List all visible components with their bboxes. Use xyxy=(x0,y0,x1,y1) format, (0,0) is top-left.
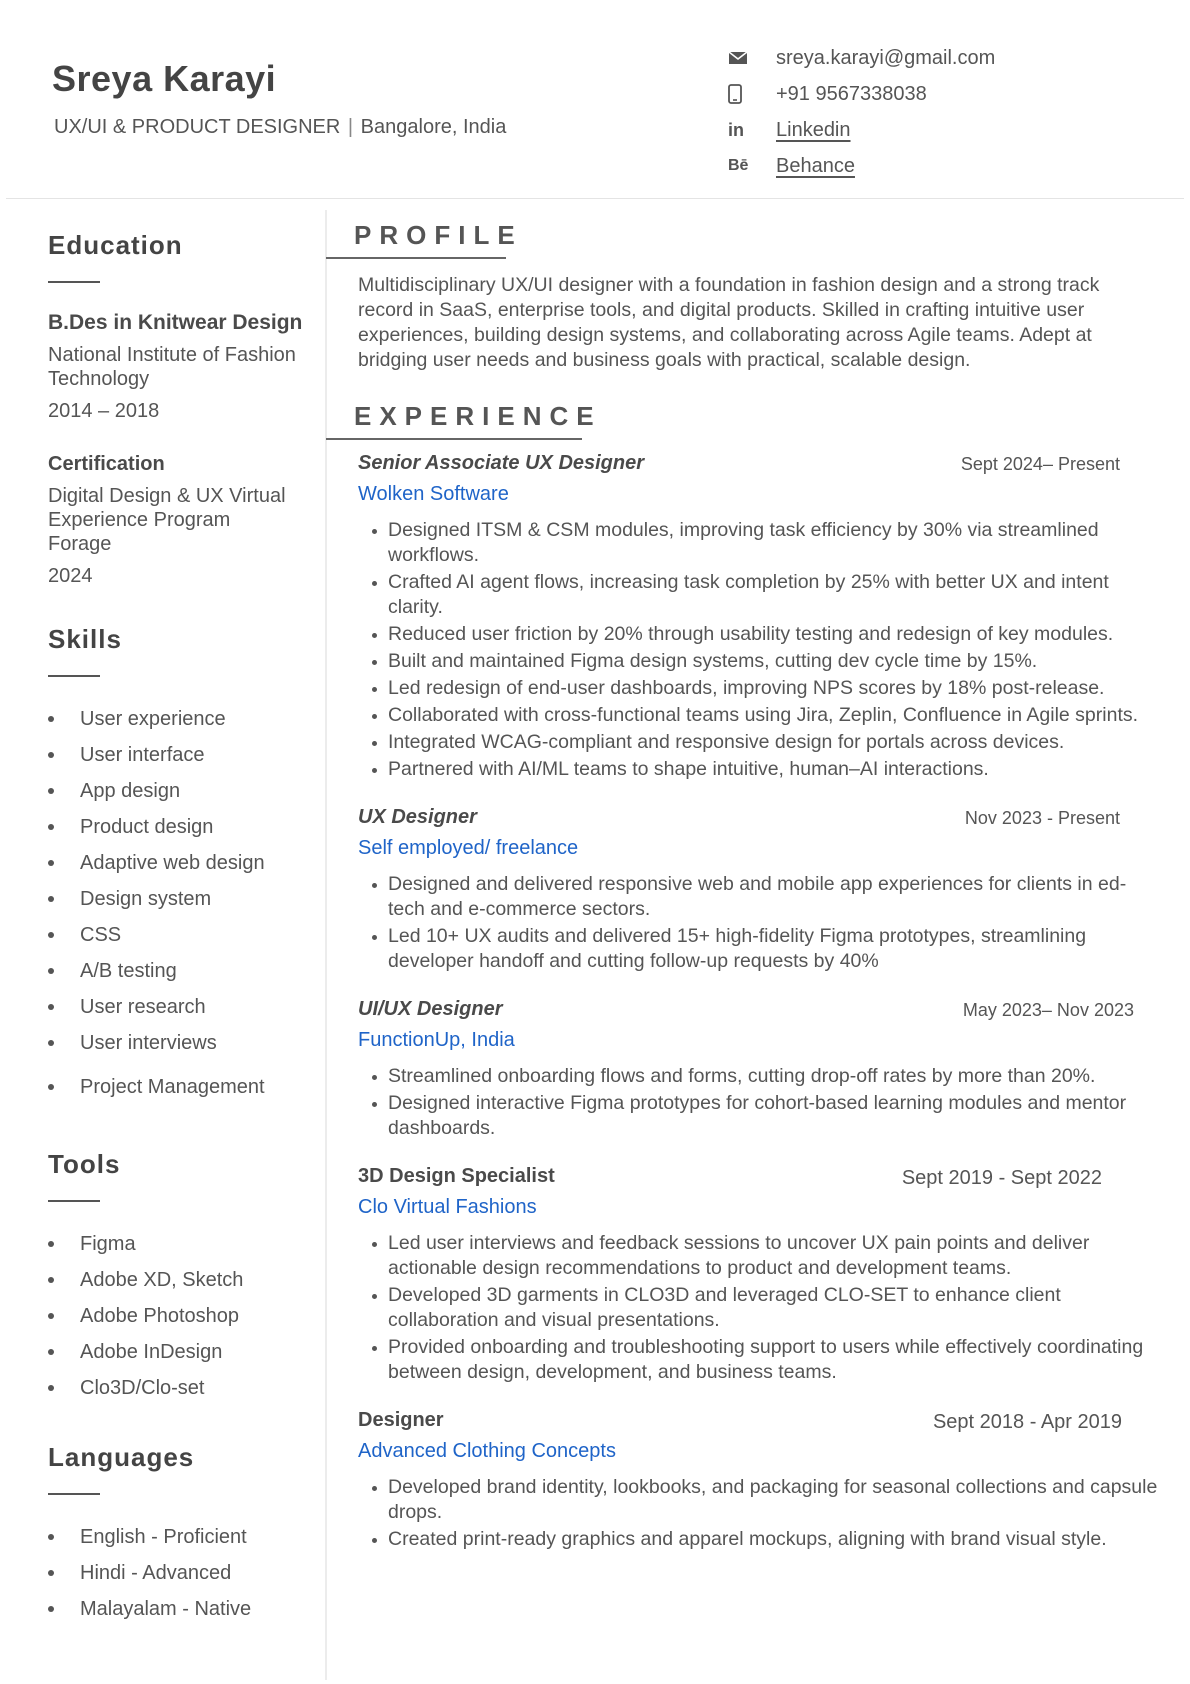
profile-summary: Multidisciplinary UX/UI designer with a foundation in fashion design and a strong track record in SaaS, enterprise tools, and digital products. Skilled in crafting intuitive user experiences, building design systems, and collaborating across Agile teams. Adept at bridging user needs and business goals with practical, scalable design. xyxy=(358,274,1100,371)
list-item: Designed and delivered responsive web and mobile app experiences for clients in ed-tech and e-commerce sectors. xyxy=(358,872,1166,922)
experience-heading-block xyxy=(326,401,602,440)
experience-item xyxy=(326,1409,1166,1552)
email-text[interactable]: sreya.karayi@gmail.com xyxy=(776,46,996,69)
certification-name: Digital Design & UX Virtual Experience Program xyxy=(48,485,286,531)
left-column xyxy=(48,230,320,1627)
profile-heading-block xyxy=(326,220,523,259)
company-name: FunctionUp, India xyxy=(358,1029,515,1051)
list-item: Malayalam - Native xyxy=(48,1591,320,1627)
list-item: Figma xyxy=(48,1226,320,1262)
languages-underline xyxy=(48,1493,100,1495)
list-item: CSS xyxy=(48,917,320,953)
list-item: Designed ITSM & CSM modules, improving task efficiency by 30% via streamlined workflows. xyxy=(358,518,1166,568)
job-title: Senior Associate UX Designer xyxy=(358,452,645,474)
tools-heading: Tools xyxy=(48,1149,121,1179)
experience-heading: EXPERIENCE xyxy=(354,401,602,431)
skills-heading: Skills xyxy=(48,624,122,654)
list-item: Partnered with AI/ML teams to shape intuitive, human–AI interactions. xyxy=(358,757,1166,782)
certification-org: Forage xyxy=(48,533,112,555)
role-text: UX/UI & PRODUCT DESIGNER xyxy=(54,116,341,138)
languages-list xyxy=(48,1519,320,1627)
profile-heading: PROFILE xyxy=(354,220,523,250)
experience-item xyxy=(326,1165,1166,1385)
certification-year: 2024 xyxy=(48,565,93,587)
skills-underline xyxy=(48,675,100,677)
languages-heading: Languages xyxy=(48,1442,195,1472)
education-years: 2014 – 2018 xyxy=(48,400,160,422)
institute-name: National Institute of Fashion Technology xyxy=(48,344,296,390)
phone-text[interactable]: +91 9567338038 xyxy=(776,82,927,105)
list-item: Hindi - Advanced xyxy=(48,1555,320,1591)
tools-list xyxy=(48,1226,320,1406)
job-title: UI/UX Designer xyxy=(358,998,503,1020)
list-item: User research xyxy=(48,989,320,1025)
job-title: 3D Design Specialist xyxy=(358,1165,555,1187)
list-item: Adobe Photoshop xyxy=(48,1298,320,1334)
list-item: Led 10+ UX audits and delivered 15+ high-fidelity Figma prototypes, streamlining developer handoff and cutting follow-up requests by 40% xyxy=(358,924,1166,974)
list-item: Led user interviews and feedback sessions to uncover UX pain points and deliver actionable design recommendations to product and development teams. xyxy=(358,1231,1166,1281)
candidate-subtitle xyxy=(54,116,506,139)
linkedin-link[interactable]: Linkedin xyxy=(776,118,851,141)
list-item: Adobe XD, Sketch xyxy=(48,1262,320,1298)
contact-list xyxy=(728,40,995,184)
linkedin-icon: in xyxy=(728,119,744,140)
job-points xyxy=(358,1231,1166,1385)
job-dates: Sept 2019 - Sept 2022 xyxy=(901,1167,1102,1189)
contact-linkedin xyxy=(728,112,995,148)
job-dates: Sept 2024– Present xyxy=(960,454,1120,474)
job-points xyxy=(358,518,1166,782)
list-item: Clo3D/Clo-set xyxy=(48,1370,320,1406)
list-item: Design system xyxy=(48,881,320,917)
company-name: Self employed/ freelance xyxy=(358,837,579,859)
experience-item xyxy=(326,806,1166,974)
list-item: Adobe InDesign xyxy=(48,1334,320,1370)
education-heading: Education xyxy=(48,230,183,260)
behance-link[interactable]: Behance xyxy=(776,154,855,177)
contact-phone xyxy=(728,76,995,112)
list-item: App design xyxy=(48,773,320,809)
contact-email xyxy=(728,40,995,76)
list-item: Led redesign of end-user dashboards, improving NPS scores by 18% post-release. xyxy=(358,676,1166,701)
header-divider xyxy=(6,198,1184,199)
list-item: Developed 3D garments in CLO3D and leveraged CLO-SET to enhance client collaboration and visual presentations. xyxy=(358,1283,1166,1333)
list-item: Reduced user friction by 20% through usability testing and redesign of key modules. xyxy=(358,622,1166,647)
certification-heading: Certification xyxy=(48,453,165,475)
tools-underline xyxy=(48,1200,100,1202)
experience-item xyxy=(326,998,1166,1141)
list-item: Streamlined onboarding flows and forms, cutting drop-off rates by more than 20%. xyxy=(358,1064,1166,1089)
list-item: Product design xyxy=(48,809,320,845)
list-item: User experience xyxy=(48,701,320,737)
list-item: Adaptive web design xyxy=(48,845,320,881)
company-name: Wolken Software xyxy=(358,483,509,505)
list-item: User interviews xyxy=(48,1025,320,1061)
experience-underline xyxy=(326,438,582,440)
list-item: Project Management xyxy=(48,1069,320,1105)
list-item: English - Proficient xyxy=(48,1519,320,1555)
list-item: Developed brand identity, lookbooks, and packaging for seasonal collections and capsule drops. xyxy=(358,1475,1166,1525)
location-text: Bangalore, India xyxy=(360,116,507,138)
list-item: Crafted AI agent flows, increasing task completion by 25% with better UX and intent clarity. xyxy=(358,570,1166,620)
education-underline xyxy=(48,281,100,283)
mail-icon xyxy=(728,50,776,66)
behance-icon: Bē xyxy=(728,157,749,174)
experience-item xyxy=(326,452,1166,782)
job-dates: May 2023– Nov 2023 xyxy=(962,1000,1134,1020)
job-points xyxy=(358,1064,1166,1141)
list-item: User interface xyxy=(48,737,320,773)
job-title: UX Designer xyxy=(358,806,477,828)
job-dates: Sept 2018 - Apr 2019 xyxy=(932,1411,1122,1433)
company-name: Clo Virtual Fashions xyxy=(358,1196,537,1218)
company-name: Advanced Clothing Concepts xyxy=(358,1440,616,1462)
degree-title: B.Des in Knitwear Design xyxy=(48,311,303,334)
job-points xyxy=(358,1475,1166,1552)
skills-list xyxy=(48,701,320,1105)
job-dates: Nov 2023 - Present xyxy=(964,808,1120,828)
list-item: A/B testing xyxy=(48,953,320,989)
job-title: Designer xyxy=(358,1409,444,1431)
subtitle-separator: | xyxy=(347,116,354,138)
list-item: Built and maintained Figma design systems, cutting dev cycle time by 15%. xyxy=(358,649,1166,674)
list-item: Integrated WCAG-compliant and responsive design for portals across devices. xyxy=(358,730,1166,755)
job-points xyxy=(358,872,1166,974)
right-column xyxy=(326,220,1166,1554)
profile-underline xyxy=(326,257,506,259)
candidate-name: Sreya Karayi xyxy=(52,58,277,99)
list-item: Created print-ready graphics and apparel mockups, aligning with brand visual style. xyxy=(358,1527,1166,1552)
list-item: Collaborated with cross-functional teams using Jira, Zeplin, Confluence in Agile sprints. xyxy=(358,703,1166,728)
contact-behance xyxy=(728,148,995,184)
list-item: Provided onboarding and troubleshooting support to users while effectively coordinating between design, development, and business teams. xyxy=(358,1335,1166,1385)
list-item: Designed interactive Figma prototypes for cohort-based learning modules and mentor dashboards. xyxy=(358,1091,1166,1141)
phone-icon xyxy=(728,84,776,104)
